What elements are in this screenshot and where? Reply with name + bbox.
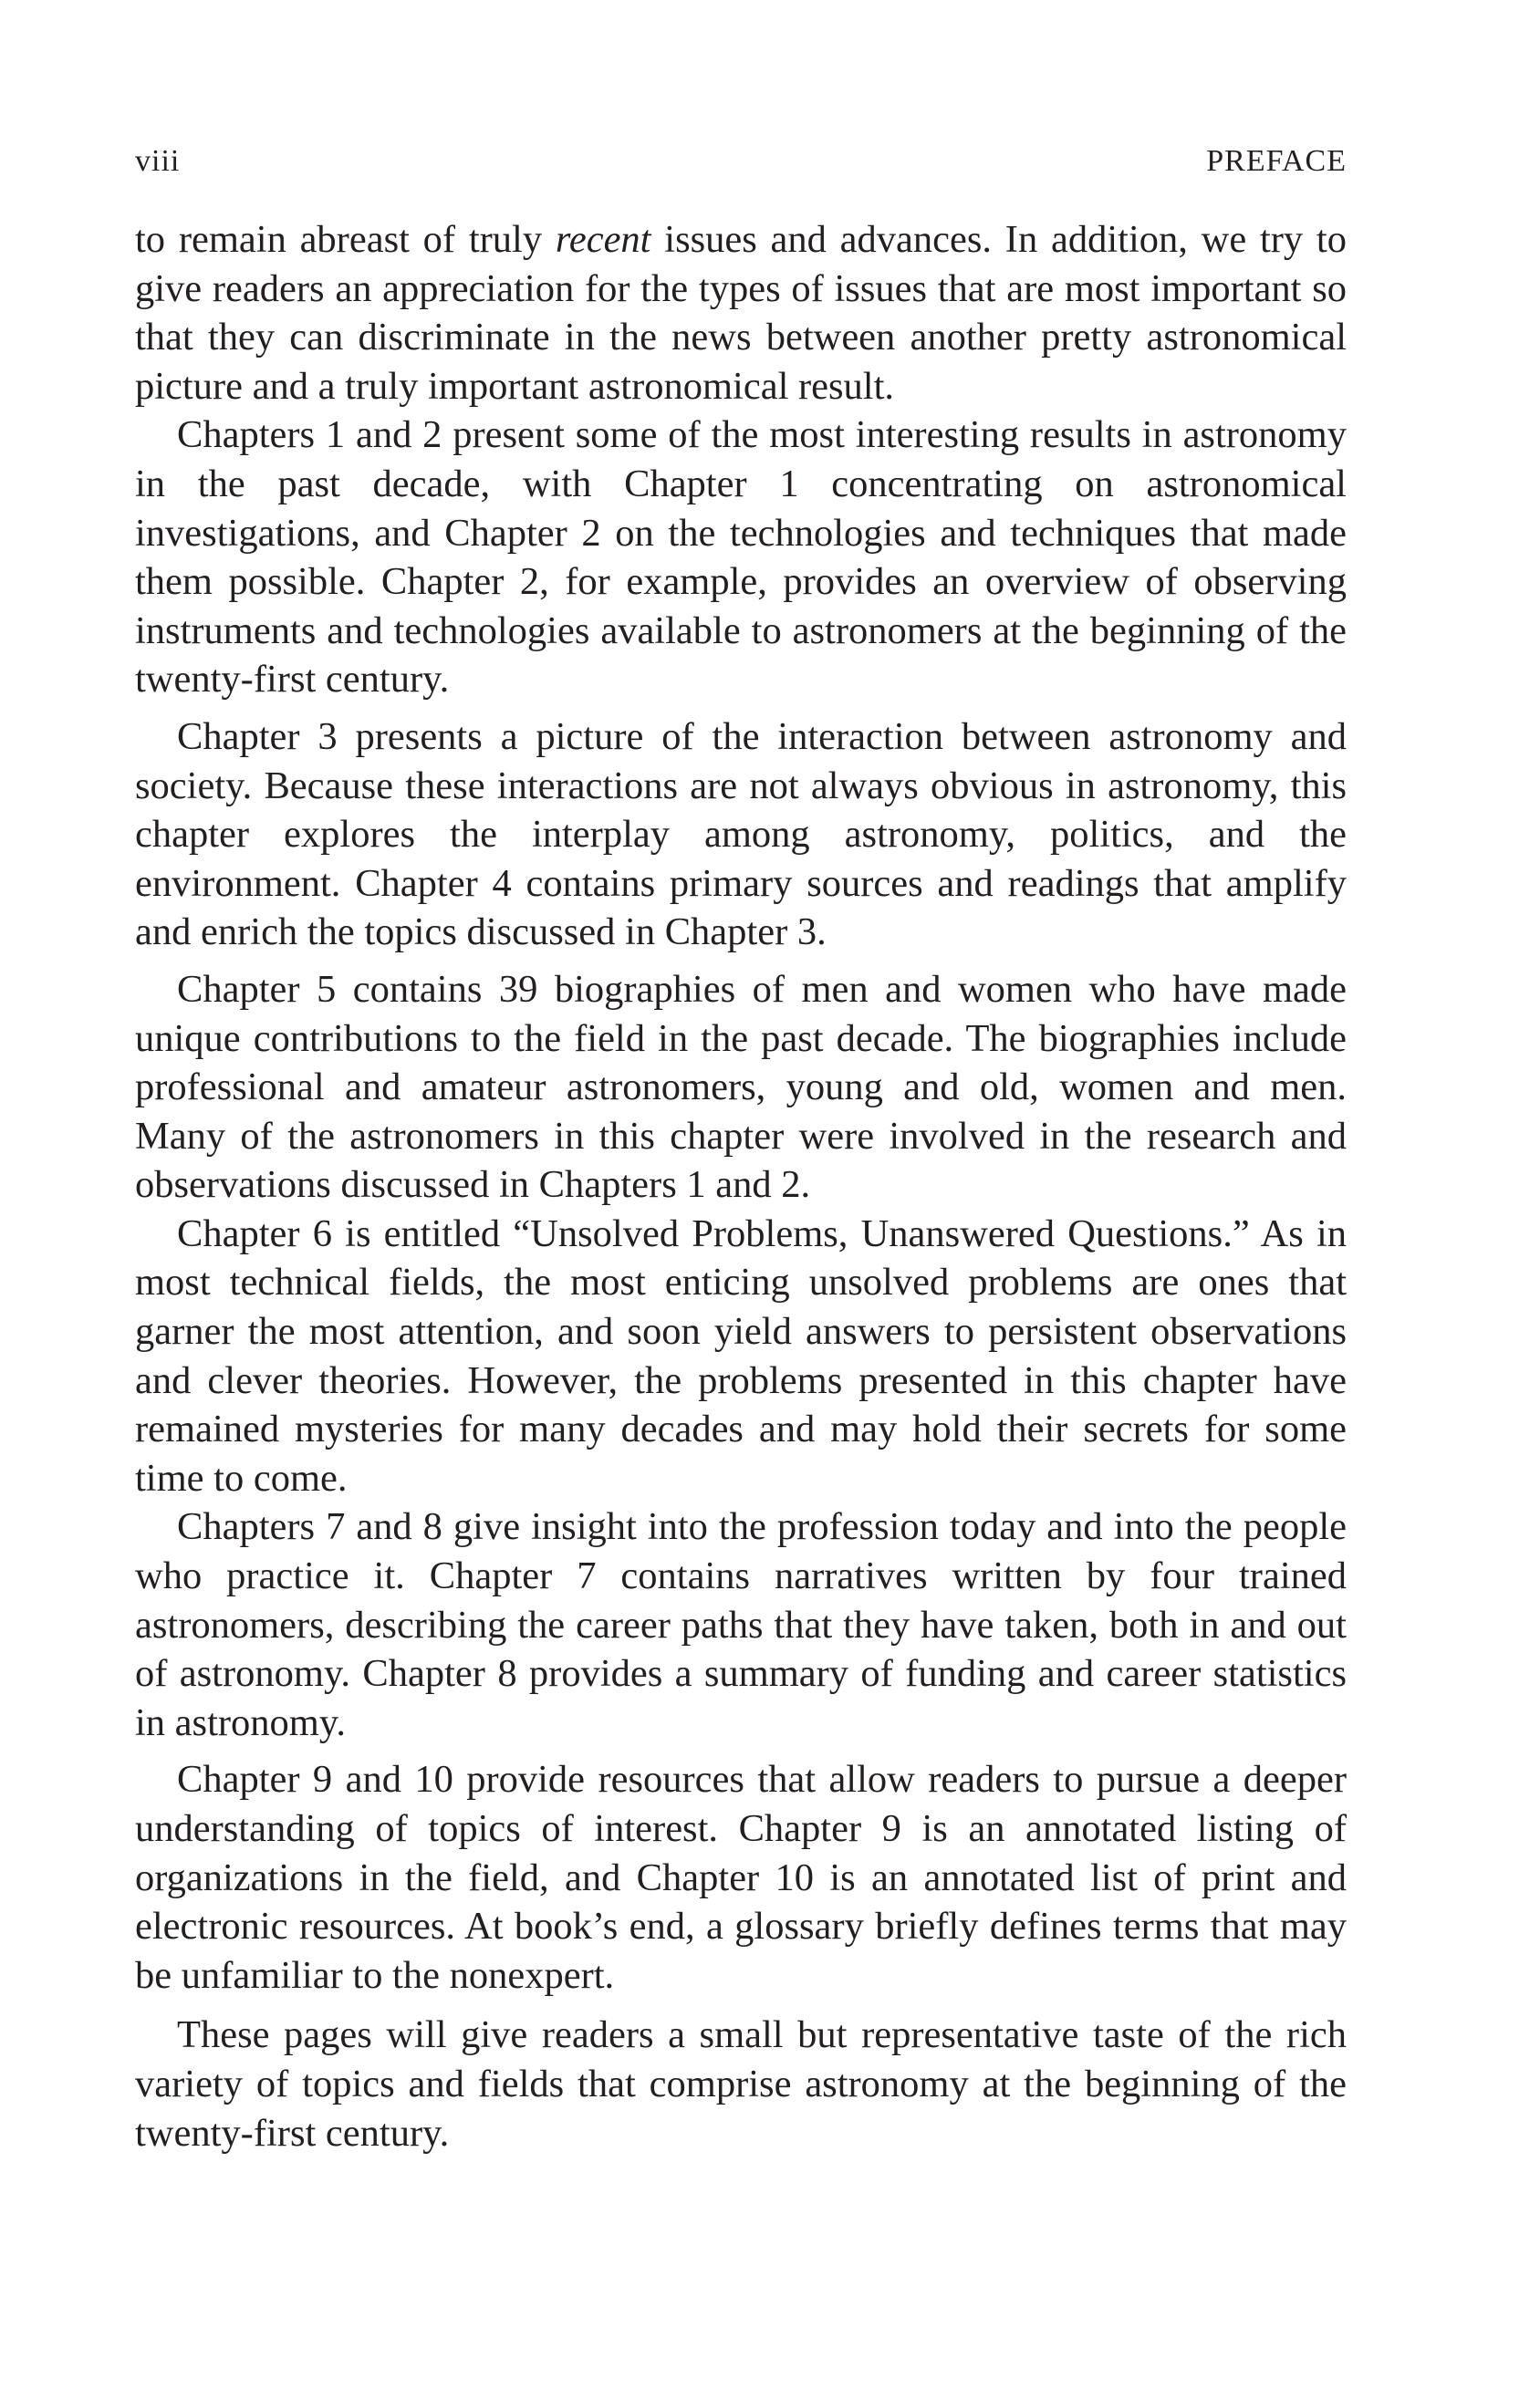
paragraph-chapter-6: Chapter 6 is entitled “Unsolved Problems, Unanswered Questions.” As in most technical fields, the most enticing unsolved problems are ones that garner the most attention, and soon yield answers to persistent observations and clever theories. However, the problems presented in this chapter have remained mysteries for many decades and may hold their secrets for some time to come. — [135, 1211, 1347, 1500]
emphasized-word: recent — [555, 218, 651, 261]
paragraph-text: to remain abreast of truly — [135, 218, 556, 261]
paragraph-chapters-3-4: Chapter 3 presents a picture of the interaction between astronomy and society. Because these interactions are not always obvious in astronomy, this chapter explores the interplay among astronomy, politics, and the environment. Chapter 4 contains primary sources and readings that amplify and enrich the topics discussed in Chapter 3. — [135, 714, 1347, 954]
paragraph-chapter-5: Chapter 5 contains 39 biographies of men and women who have made unique contributions to the field in the past decade. The biographies include professional and amateur astronomers, young and old, women and men. Many of the astronomers in this chapter were involved in the research and observations discussed in Chapters 1 and 2. — [135, 967, 1347, 1207]
section-title: PREFACE — [1206, 144, 1347, 178]
paragraph-closing: These pages will give readers a small but representative taste of the rich variety of topics and fields that comprise astronomy at the beginning of the twenty-first century. — [135, 2013, 1347, 2155]
paragraph-chapters-9-10: Chapter 9 and 10 provide resources that allow readers to pursue a deeper understanding of topics of interest. Chapter 9 is an annotated listing of organizations in the field, and Chapter 10 is an annotated list of print and electronic resources. At book’s end, a glossary briefly defines terms that may be unfamiliar to the nonexpert. — [135, 1758, 1347, 1997]
page-number: viii — [135, 144, 181, 178]
paragraph-continued — [135, 215, 1347, 411]
paragraph-chapters-7-8: Chapters 7 and 8 give insight into the profession today and into the people who practice it. Chapter 7 contains narratives written by four trained astronomers, describing the career paths that they have taken, both in and out of astronomy. Chapter 8 provides a summary of funding and career statistics in astronomy. — [135, 1505, 1347, 1744]
paragraph-text: issues and advances. In addition, we try to give readers an appreciation for the types of issues that are most important so that they can discriminate in the news between another pretty astronomical picture and a truly important astronomical result. — [135, 218, 1347, 408]
preface-body — [135, 215, 1347, 2157]
paragraph-chapters-1-2: Chapters 1 and 2 present some of the most interesting results in astronomy in the past decade, with Chapter 1 concentrating on astronomical investigations, and Chapter 2 on the technologies and techniques that made them possible. Chapter 2, for example, provides an overview of observing instruments and technologies available to astronomers at the beginning of the twenty-first century. — [135, 413, 1347, 702]
running-head — [135, 146, 1347, 177]
book-page — [135, 146, 1347, 2157]
